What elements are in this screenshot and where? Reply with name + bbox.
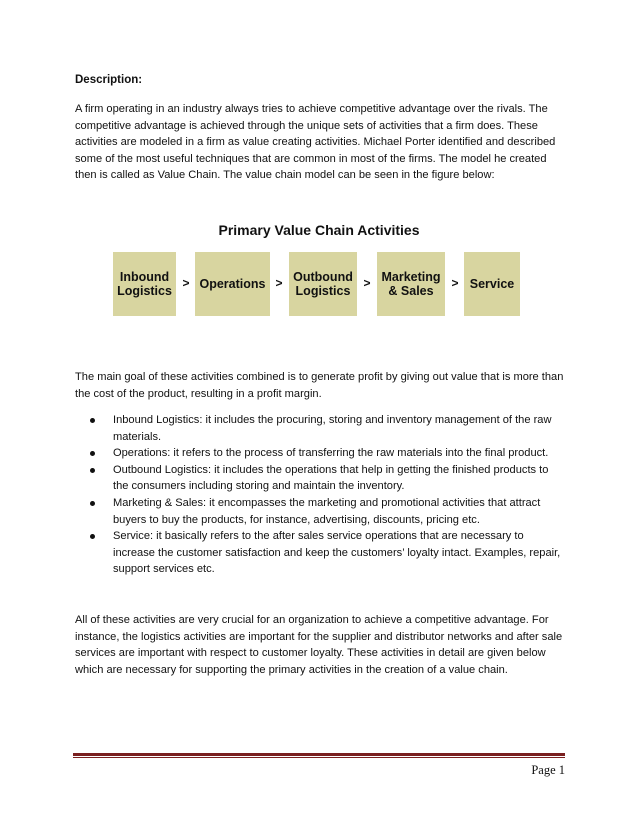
- list-item: [90, 495, 565, 528]
- list-item-text: Outbound Logistics: it includes the operations that help in getting the finished products to the consumers including storing and maintain the inventory.: [113, 463, 549, 493]
- box-service: [464, 252, 520, 316]
- bullet-icon: [90, 418, 95, 423]
- box-line: Outbound: [293, 269, 353, 284]
- activity-list: [90, 412, 565, 578]
- box-line: Operations: [199, 276, 266, 291]
- list-item: [90, 528, 565, 578]
- box-line: Logistics: [295, 284, 351, 298]
- closing-paragraph: All of these activities are very crucial for an organization to achieve a competitive advantage. For instance, the logistics activities are important for the supplier and distributor networks and after sale services are important with respect to customer loyalty. These activities in detail are given below which are necessary for supporting the primary activities in the creation of a value chain.: [75, 614, 563, 676]
- box-operations: [195, 252, 270, 316]
- box-line: & Sales: [388, 284, 434, 298]
- bullet-icon: [90, 451, 95, 456]
- box-line: Logistics: [117, 284, 172, 298]
- box-marketing-sales: [377, 252, 445, 316]
- box-outbound-logistics: [289, 252, 357, 316]
- bullet-icon: [90, 501, 95, 506]
- box-line: Marketing: [381, 269, 441, 284]
- chain-arrow: >: [182, 276, 190, 290]
- bullet-icon: [90, 534, 95, 539]
- list-item: [90, 412, 565, 445]
- chain-arrow: >: [451, 276, 459, 290]
- list-item-text: Inbound Logistics: it includes the procuring, storing and inventory management of the raw materials.: [113, 414, 552, 443]
- list-item: [90, 445, 565, 462]
- list-item-text: Marketing & Sales: it encompasses the marketing and promotional activities that attract buyers to buy the products, for instance, advertising, discounts, pricing etc.: [113, 496, 541, 526]
- goal-paragraph: The main goal of these activities combined is to generate profit by giving out value that is more than the cost of the product, resulting in a profit margin.: [75, 371, 564, 400]
- list-item: [90, 462, 565, 495]
- list-item-text: Operations: it refers to the process of transferring the raw materials into the final product.: [113, 447, 549, 460]
- figure-title: Primary Value Chain Activities: [218, 222, 420, 238]
- box-inbound-logistics: [113, 252, 176, 316]
- footer-rule: [73, 753, 565, 759]
- box-line: Service: [469, 276, 515, 291]
- box-line: Inbound: [119, 269, 170, 284]
- chain-arrow: >: [363, 276, 371, 290]
- page-number: Page 1: [531, 763, 565, 777]
- chain-arrow: >: [275, 276, 283, 290]
- intro-paragraph: A firm operating in an industry always tries to achieve competitive advantage over the rivals. The competitive advantage is achieved through the unique sets of activities that a firm does. These activities are modeled in a firm as value creating activities. Michael Porter identified and described some of the most useful techniques that are common in most of the firms. The model he created then is called as Value Chain. The value chain model can be seen in the figure below:: [75, 103, 556, 182]
- list-item-text: Service: it basically refers to the after sales service operations that are necessary to increase the customer satisfaction and keep the customers’ loyalty intact. Examples, repair, support services etc.: [113, 530, 561, 576]
- description-heading: Description:: [75, 74, 143, 86]
- bullet-icon: [90, 468, 95, 473]
